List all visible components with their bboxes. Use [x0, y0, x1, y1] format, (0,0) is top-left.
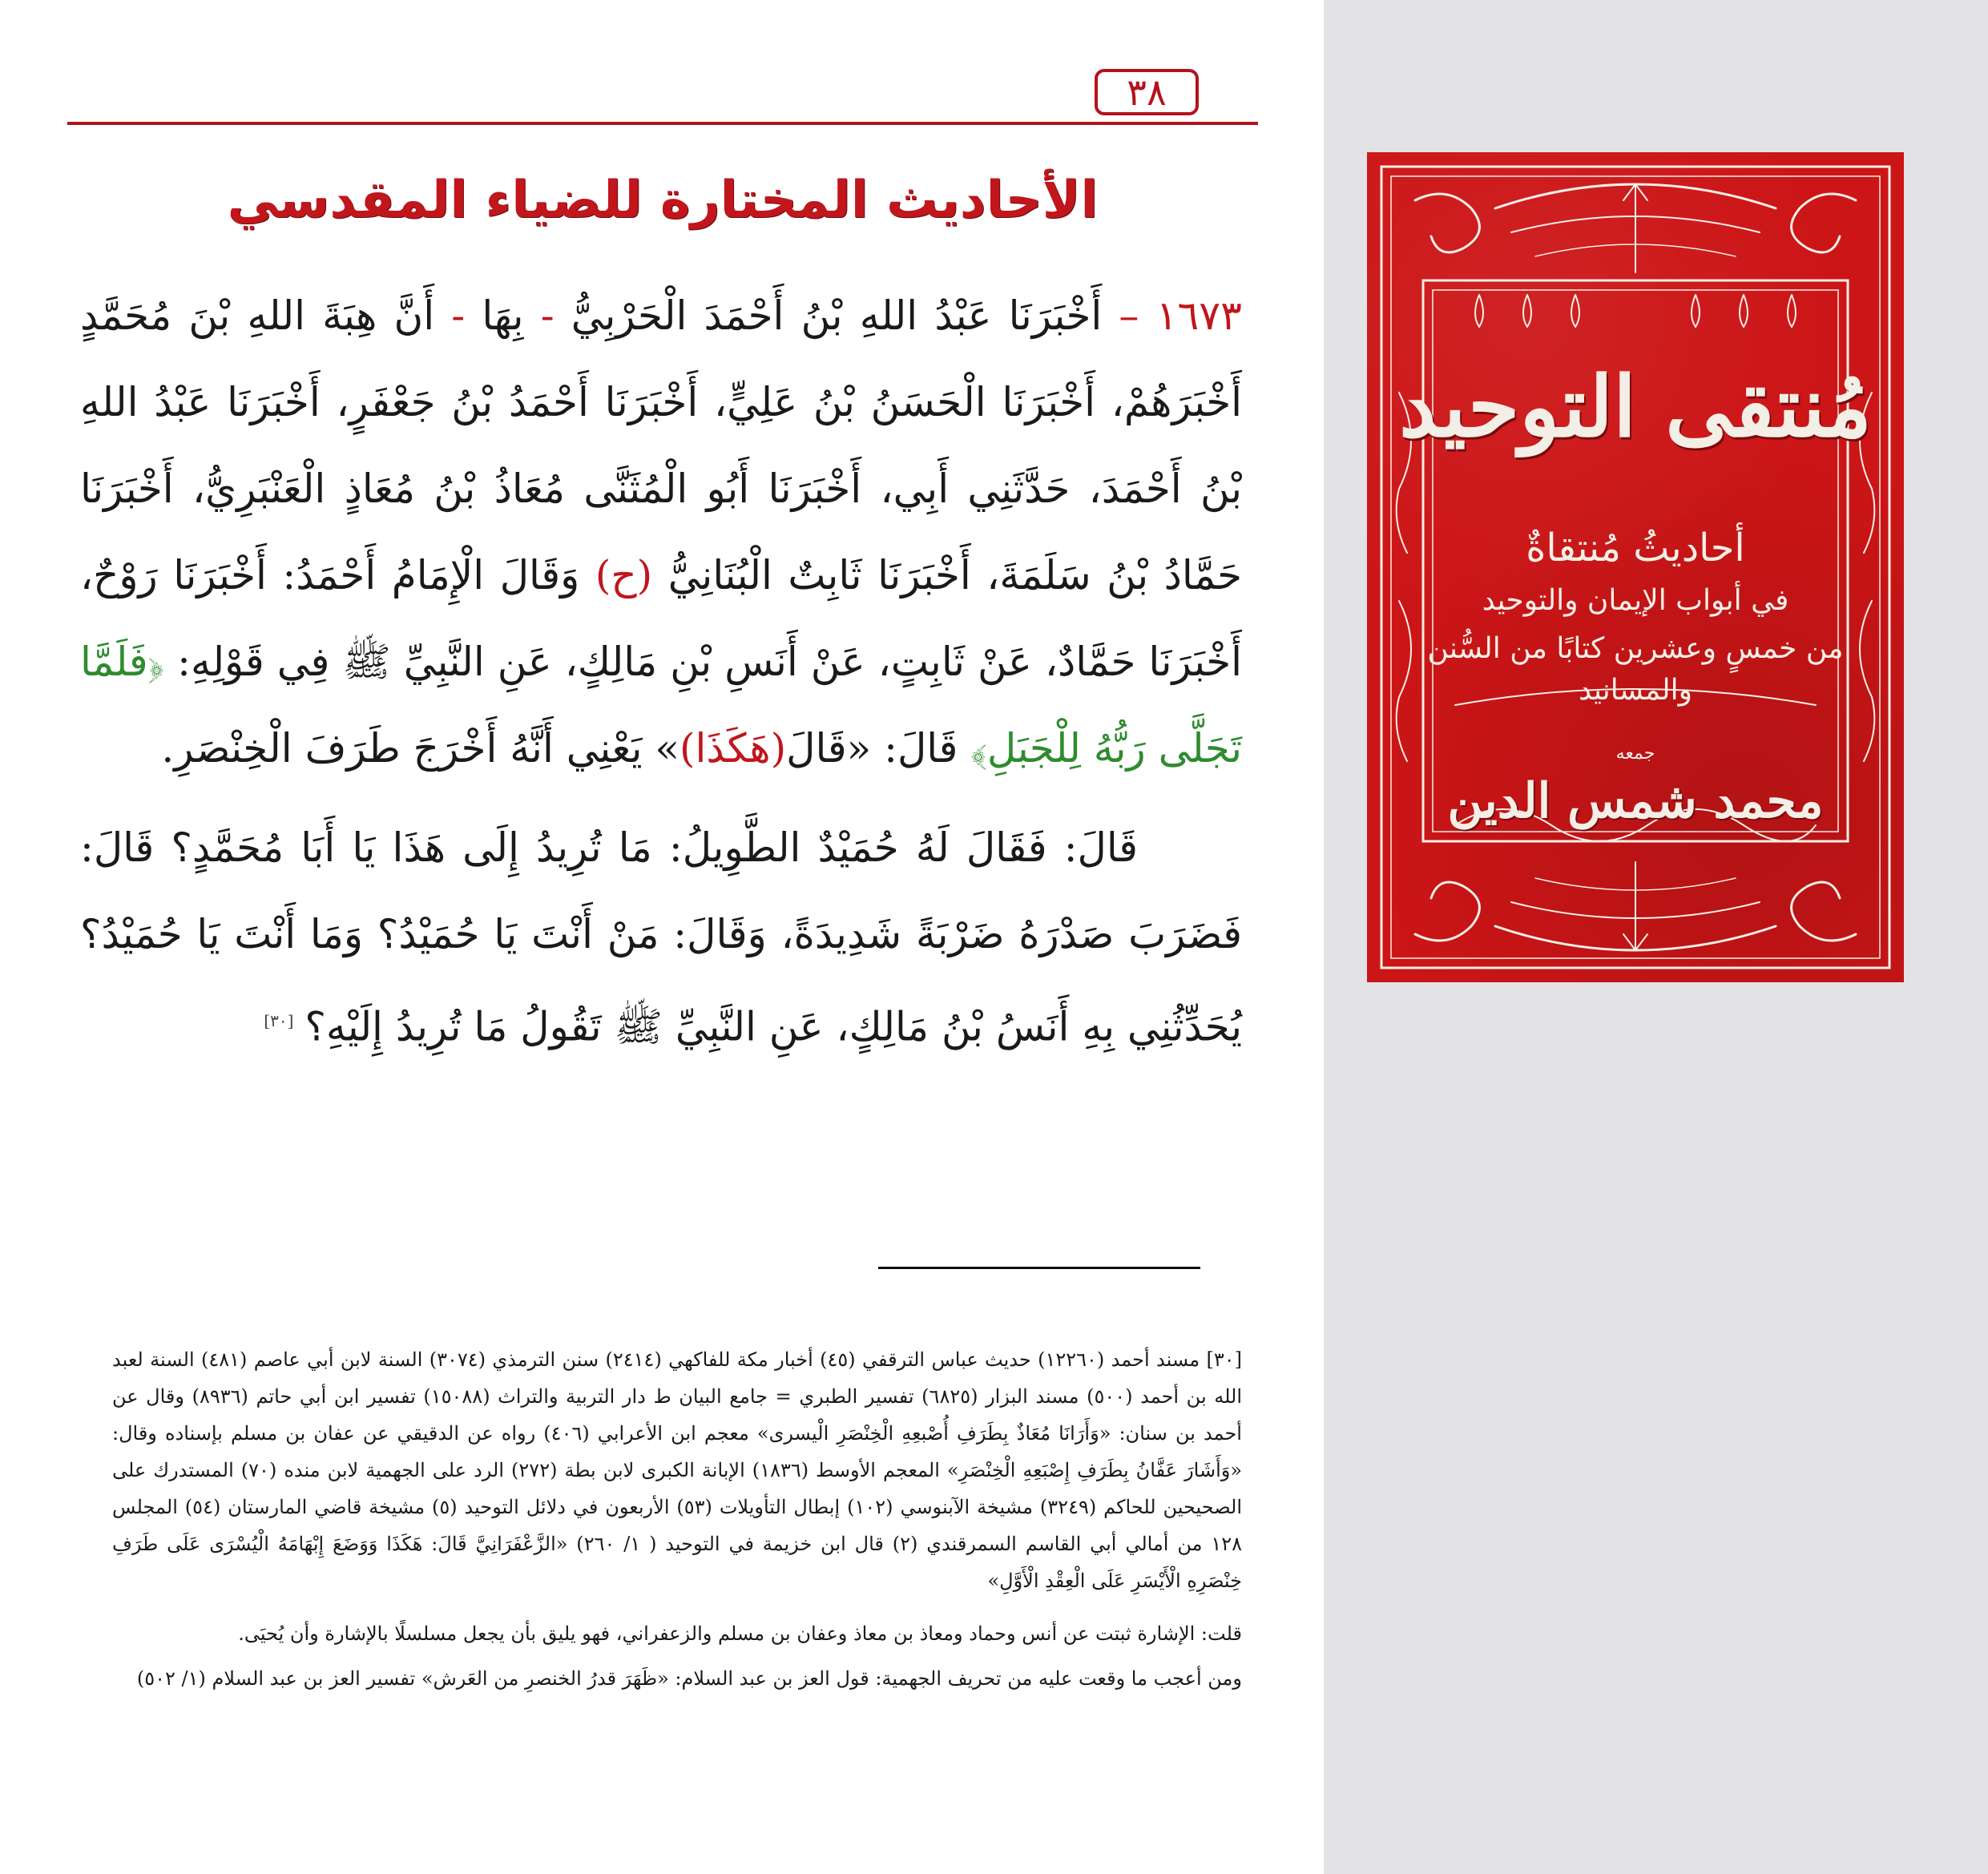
- hadith-text: [80, 272, 1242, 1070]
- cover-subtitle-2: في أبواب الإيمان والتوحيد: [1482, 584, 1789, 617]
- hadith-chain-2: وَقَالَ الْإِمَامُ أَحْمَدُ: أَخْبَرَنَا رَوْحٌ، أَخْبَرَنَا حَمَّادٌ، عَنْ ثَابِتٍ، عَنْ أَنَسِ بْنِ مَالِكٍ، عَنِ النَّبِيِّ ﷺ فِي قَوْلِهِ:: [80, 552, 1242, 685]
- header-rule: [67, 122, 1258, 125]
- cover-subtitle-1: أحاديثُ مُنتقاةٌ: [1526, 526, 1745, 570]
- footnote-rule: [878, 1267, 1200, 1269]
- hadith-number: ١٦٧٣: [1155, 292, 1242, 339]
- page-number: ٣٨: [1127, 71, 1167, 114]
- cover-author: محمد شمس الدين: [1447, 773, 1824, 829]
- hadith-chain-start: أَخْبَرَنَا عَبْدُ اللهِ بْنُ أَحْمَدَ الْحَرْبِيُّ: [571, 292, 1103, 339]
- hadith-chain: أَنَّ هِبَةَ اللهِ بْنَ مُحَمَّدٍ أَخْبَرَهُمْ، أَخْبَرَنَا الْحَسَنُ بْنُ عَلِيٍّ، أَخْبَرَنَا أَحْمَدُ بْنُ جَعْفَرٍ، أَخْبَرَنَا عَبْدُ اللهِ بْنُ أَحْمَدَ، حَدَّثَنِي أَبِي، أَخْبَرَنَا أَبُو الْمُثَنَّى مُعَاذُ بْنُ مُعَاذٍ الْعَنْبَرِيُّ، أَخْبَرَنَا حَمَّادُ بْنُ سَلَمَةَ، أَخْبَرَنَا ثَابِتٌ الْبُنَانِيُّ: [80, 292, 1242, 598]
- cover-by-label: جمعه: [1615, 744, 1655, 764]
- hadith-paragraph-2: [80, 804, 1242, 1070]
- hadith-ha-marker: (ح): [595, 552, 653, 598]
- hadith-matn-end: » يَعْنِي أَنَّهُ أَخْرَجَ طَرَفَ الْخِنْصَرِ.: [161, 725, 680, 772]
- footnotes: [112, 1341, 1242, 1697]
- footnote-1: [٣٠] مسند أحمد (١٢٢٦٠) حديث عباس الترقفي (٤٥) أخبار مكة للفاكهي (٢٤١٤) سنن الترمذي (٣٠٧٤) السنة لابن أبي عاصم (٤٨١) السنة لعبد الله بن أحمد (٥٠٠) مسند البزار (٦٨٢٥) تفسير الطبري = جامع البيان ط دار التربية والتراث (١٥٠٨٨) تفسير ابن أبي حاتم (٨٩٣٦) وقال عن أحمد بن سنان: «وَأَرَانَا مُعَاذٌ بِطَرَفِ أُصْبعِهِ الْخِنْصَرِ الْيسرى» معجم ابن الأعرابي (٤٠٦) رواه عن الدقيقي عن عفان بن مسلم بإسناده وقال: «وَأَشَارَ عَفَّانُ بِطَرَفِ إِصْبَعِهِ الْخِنْصَرِ» المعجم الأوسط (١٨٣٦) الإبانة الكبرى لابن بطة (٢٧٢) الرد على الجهمية لابن منده (٧٠) المستدرك على الصحيحين للحاكم (٣٢٤٩) مشيخة الآبنوسي (١٠٢) إبطال التأويلات (٥٣) الأربعون في دلائل التوحيد (٥) مشيخة قاضي المارستان (٥٤) المجلس ١٢٨ من أمالي أبي القاسم السمرقندي (٢) قال ابن خزيمة في التوحيد ( ١/ ٢٦٠) «الزَّعْفَرَانِيَّ قَالَ: هَكَذَا وَوَضَعَ إِبْهَامَهُ الْيُسْرَى عَلَى طَرَفِ خِنْصَرِهِ الْأَيْسَرِ عَلَى الْعِقْدِ الْأَوَّلِ»: [112, 1348, 1243, 1592]
- footnote-3: ومن أعجب ما وقعت عليه من تحريف الجهمية: قول العز بن عبد السلام: «ظَهَرَ قدرُ الخنصرِ من العَرش» تفسير العز بن عبد السلام (١/ ٥٠٢): [136, 1667, 1242, 1690]
- book-title: الأحاديث المختارة للضياء المقدسي: [227, 171, 1099, 230]
- footnote-reference: [٣٠]: [264, 1011, 294, 1030]
- footnote-2: قلت: الإشارة ثبتت عن أنس وحماد ومعاذ بن معاذ وعفان بن مسلم والزعفراني، فهو يليق بأن يجعل مسلسلًا بالإشارة وأن يُحيَى.: [238, 1622, 1242, 1645]
- hadith-biha: بِهَا: [482, 292, 524, 339]
- hadith-paragraph-2-text: قَالَ: فَقَالَ لَهُ حُمَيْدٌ الطَّوِيلُ: مَا تُرِيدُ إِلَى هَذَا يَا أَبَا مُحَمَّدٍ؟ قَالَ: فَضَرَبَ صَدْرَهُ ضَرْبَةً شَدِيدَةً، وَقَالَ: مَنْ أَنْتَ يَا حُمَيْدُ؟ وَمَا أَنْتَ يَا حُمَيْدُ؟ يُحَدِّثُنِي بِهِ أَنَسُ بْنُ مَالِكٍ، عَنِ النَّبِيِّ ﷺ تَقُولُ مَا تُرِيدُ إِلَيْهِ؟: [80, 824, 1242, 1050]
- dash: -: [540, 292, 554, 339]
- hadith-paragraph-1: [80, 272, 1242, 792]
- page-number-box: [1095, 69, 1199, 115]
- cover-subtitle-3: من خمسٍ وعشرين كتابًا من السُّنن والمسانيد: [1427, 632, 1844, 707]
- quran-verse: ﴿فَلَمَّا تَجَلَّى رَبُّهُ لِلْجَبَلِ﴾: [80, 639, 1242, 772]
- hadith-matn: قَالَ: «قَالَ: [786, 725, 958, 772]
- dash: –: [1119, 292, 1139, 339]
- cover-title: مُنتقى التوحيد: [1399, 357, 1872, 456]
- hadith-hakadha: (هَكَذَا): [679, 725, 787, 772]
- book-cover: [1367, 152, 1904, 982]
- dash: -: [451, 292, 466, 339]
